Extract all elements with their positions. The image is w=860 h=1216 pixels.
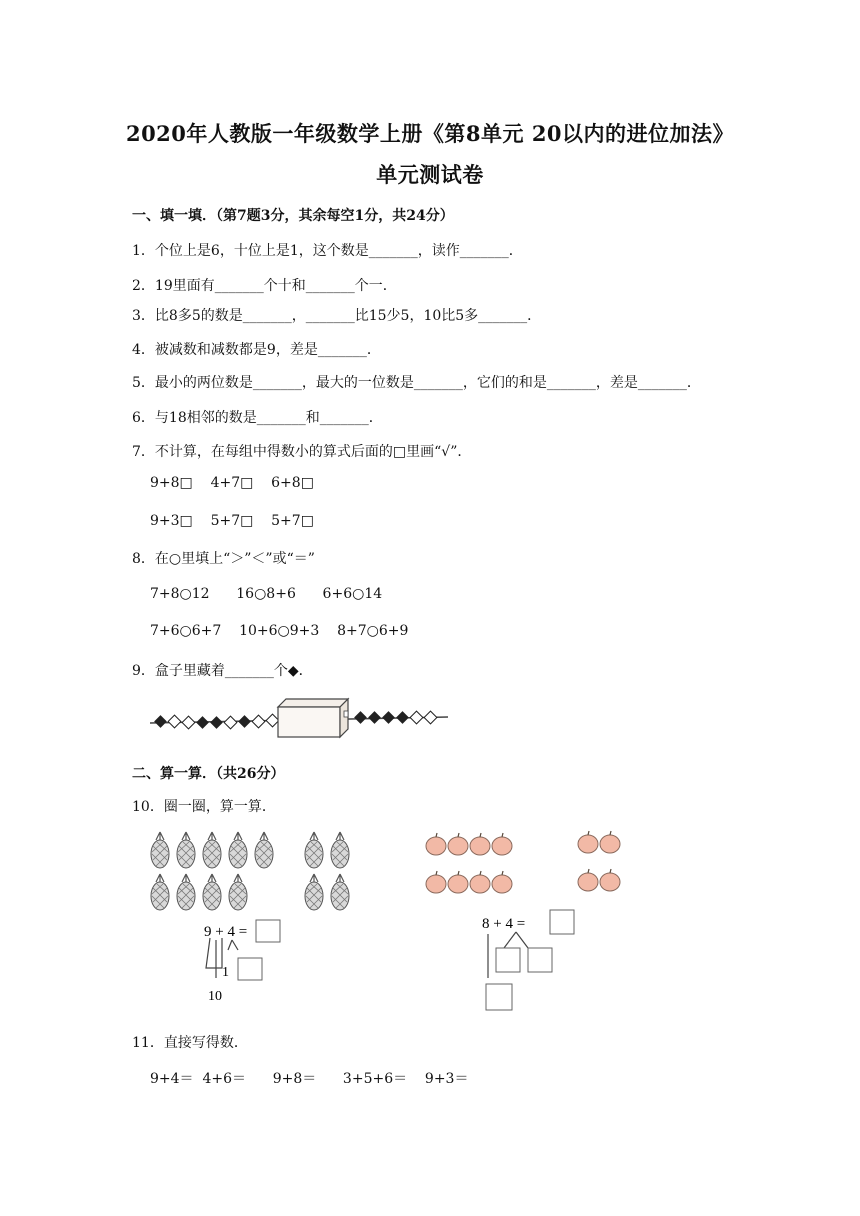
section-2-heading: 二、算一算．（共26分）	[132, 766, 285, 782]
left-diamonds	[154, 714, 279, 729]
question-2: 2．19里面有_______个十和_______个一．	[132, 278, 397, 294]
question-7-row-1: 9+8□ 4+7□ 6+8□	[150, 475, 314, 491]
right-split-box-2[interactable]	[528, 948, 552, 972]
question-3: 3．比8多5的数是_______，_______比15少5，10比5多_______．	[132, 308, 542, 324]
left-split-number: 1	[222, 965, 229, 980]
left-split-box[interactable]	[238, 958, 262, 980]
question-8-row-1: 7+8○12 16○8+6 6+6○14	[150, 586, 383, 602]
title-line-2: 单元测试卷	[376, 162, 484, 187]
apple-figure	[420, 828, 640, 1013]
left-answer-box[interactable]	[256, 920, 280, 942]
pineapple-figure	[148, 830, 378, 1015]
question-9: 9．盒子里藏着_______个◆．	[132, 663, 313, 679]
question-11: 11．直接写得数．	[132, 1035, 248, 1051]
box-icon	[278, 699, 348, 737]
title-line-1: 2020年人教版一年级数学上册《第8单元 20以内的进位加法》	[125, 121, 735, 146]
left-ten-number: 10	[208, 989, 222, 1004]
pineapple-group-left	[151, 832, 273, 910]
question-11-row: 9+4＝ 4+6＝ 9+8＝ 3+5+6＝ 9+3＝	[150, 1071, 469, 1087]
question-4: 4．被减数和减数都是9，差是_______．	[132, 342, 381, 358]
right-answer-box[interactable]	[550, 910, 574, 934]
question-5: 5．最小的两位数是_______，最大的一位数是_______，它们的和是_______，差是_______．	[132, 375, 701, 391]
question-8-row-2: 7+6○6+7 10+6○9+3 8+7○6+9	[150, 623, 409, 639]
pineapple-group-right	[305, 832, 349, 910]
section-1-heading: 一、填一填．（第7题3分，其余每空1分，共24分）	[132, 208, 454, 224]
question-1: 1．个位上是6，十位上是1，这个数是_______，读作_______．	[132, 243, 523, 259]
question-6: 6．与18相邻的数是_______和_______．	[132, 410, 383, 426]
apple-group-left	[426, 833, 512, 893]
right-ten-box[interactable]	[486, 984, 512, 1010]
question-7: 7．不计算，在每组中得数小的算式后面的□里画“√”．	[132, 444, 472, 460]
question-7-row-2: 9+3□ 5+7□ 5+7□	[150, 513, 314, 529]
right-split-box-1[interactable]	[496, 948, 520, 972]
apple-group-right	[578, 831, 620, 891]
right-equation: 8 + 4 =	[482, 916, 526, 932]
left-equation: 9 + 4 =	[204, 924, 248, 940]
question-8: 8．在○里填上“＞”＜”或“＝”	[132, 551, 315, 567]
hidden-diamonds-illustration	[150, 695, 450, 745]
question-10: 10．圈一圈，算一算．	[132, 799, 276, 815]
